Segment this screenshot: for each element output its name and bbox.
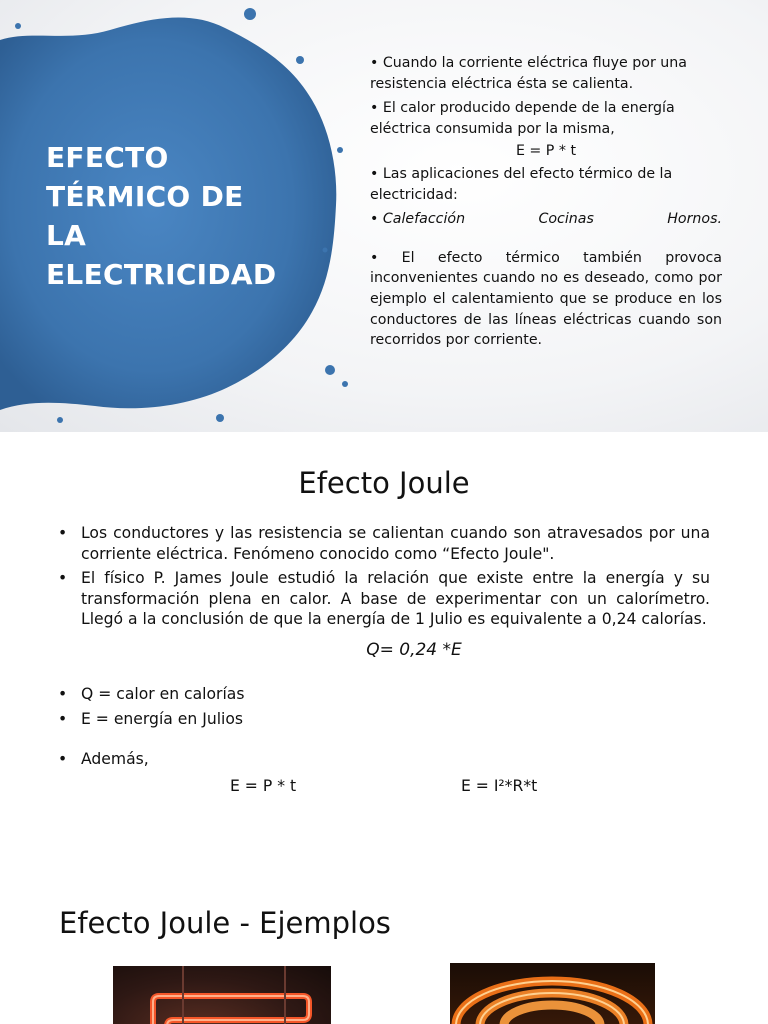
- bullet-conductores: • Los conductores y las resistencia se calientan cuando son atravesados por una corriente eléctrica. Fenómeno conocido como “Efecto Joule".: [58, 523, 710, 564]
- bullet-aplicaciones: • Las aplicaciones del efecto térmico de la electricidad:: [370, 165, 673, 203]
- slide-efecto-termico: [0, 0, 768, 432]
- bullet-joule: • El físico P. James Joule estudió la relación que existe entre la energía y su transformación plena en calor. A base de experimentar con un calorímetro. Llegó a la conclusión de que la energía de 1 Julio es equivalente a 0,24 calorías.: [58, 568, 710, 630]
- title-line-4: ELECTRICIDAD: [46, 258, 277, 291]
- title-line-2: TÉRMICO DE: [46, 180, 244, 213]
- slide2-bullet-list: [58, 523, 710, 798]
- bullet-ademas: • Además,: [58, 749, 710, 770]
- formula-energia: E = P * t: [515, 143, 577, 160]
- definition-q: • Q = calor en calorías: [58, 684, 710, 705]
- app-hornos: Hornos.: [667, 211, 722, 228]
- bullet-calor: • El calor producido depende de la energía eléctrica consumida por la misma,: [370, 100, 675, 137]
- formula-e-i2rt: E = I²*R*t: [461, 776, 538, 795]
- slide3-title: Efecto Joule - Ejemplos: [59, 906, 391, 940]
- formula-calor: Q= 0,24 *E: [366, 639, 462, 660]
- bullet-corriente: • Cuando la corriente eléctrica fluye por una resistencia eléctrica ésta se calienta.: [370, 55, 687, 92]
- glowing-coil-image: [113, 966, 331, 1024]
- definition-e: • E = energía en Julios: [58, 709, 710, 730]
- formula-e-pt: E = P * t: [230, 776, 297, 795]
- app-calefaccion: Calefacción: [382, 211, 466, 228]
- slide1-body: [370, 53, 722, 351]
- formula-row: [58, 776, 710, 798]
- heating-coil-photo: [113, 966, 331, 1024]
- slide1-title: [46, 138, 306, 294]
- title-line-1: EFECTO: [46, 141, 169, 174]
- slide2-title: Efecto Joule: [298, 466, 470, 500]
- aplicaciones-list: [370, 209, 722, 230]
- glowing-burner-image: [450, 963, 655, 1024]
- app-cocinas: Cocinas: [538, 211, 594, 228]
- app-bullet: •: [370, 211, 379, 228]
- slide-ejemplos: [0, 864, 768, 1024]
- stove-burner-photo: [450, 963, 655, 1024]
- slide-efecto-joule: [0, 432, 768, 864]
- bullet-inconvenientes: • El efecto térmico también provoca inconvenientes cuando no es deseado, como por ejemplo el calentamiento que se produce en los conductores de las líneas eléctricas cuando son recorridos por corriente.: [370, 249, 722, 349]
- title-line-3: LA: [46, 219, 87, 252]
